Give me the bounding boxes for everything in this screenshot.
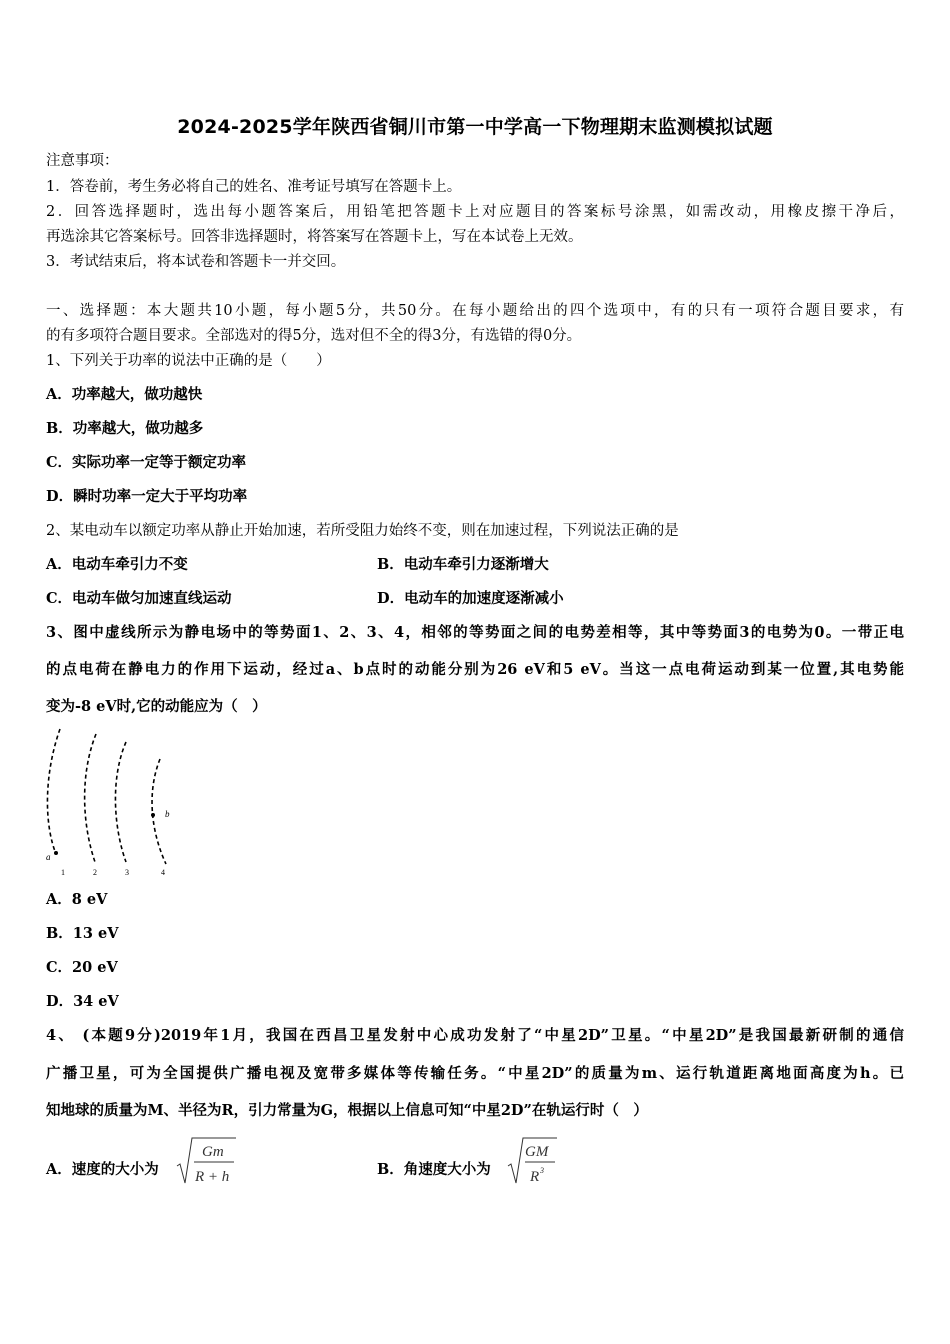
- notice-item-2: 2．回答选择题时，选出每小题答案后，用铅笔把答题卡上对应题目的答案标号涂黑，如需改动，用橡皮擦干净后，: [46, 204, 904, 220]
- point-b: [151, 813, 155, 817]
- equipotential-line-4: [152, 759, 166, 864]
- q2-option-d: D．电动车的加速度逐渐减小: [377, 590, 564, 607]
- notice-heading: 注意事项：: [46, 153, 119, 169]
- formula-a-numerator: Gm: [202, 1144, 224, 1160]
- q3-option-c: C．20 eV: [46, 959, 118, 976]
- formula-a-denominator: R + h: [195, 1169, 230, 1185]
- formula-b-denominator: R: [530, 1169, 540, 1185]
- q4-line2: 广播卫星，可为全国提供广播电视及宽带多媒体等传输任务。“中星2D”的质量为m、运行轨道距离地面高度为h。已: [46, 1065, 904, 1082]
- q1-option-c: C．实际功率一定等于额定功率: [46, 454, 247, 471]
- q1-option-b: B．功率越大，做功越多: [46, 420, 204, 437]
- q2-option-a: A．电动车牵引力不变: [46, 556, 188, 573]
- q2-option-c: C．电动车做匀加速直线运动: [46, 590, 232, 607]
- section-intro-line1: 一、选择题：本大题共10小题，每小题5分，共50分。在每小题给出的四个选项中，有的只有一项符合题目要求，有: [46, 303, 904, 319]
- equipotential-line-3: [115, 742, 126, 862]
- q1-option-d: D．瞬时功率一定大于平均功率: [46, 488, 248, 505]
- label-b: b: [165, 809, 170, 819]
- q4-line3: 知地球的质量为M、半径为R，引力常量为G，根据以上信息可知“中星2D”在轨运行时（ ）: [46, 1102, 648, 1119]
- q4-option-b-label: B．角速度大小为: [377, 1161, 491, 1178]
- q4-line1: 4、 (本题9分)2019年1月，我国在西昌卫星发射中心成功发射了“中星2D”卫星。“中星2D”是我国最新研制的通信: [46, 1027, 904, 1044]
- notice-item-1: 1．答卷前，考生务必将自己的姓名、准考证号填写在答题卡上。: [46, 179, 462, 195]
- notice-item-3: 3．考试结束后，将本试卷和答题卡一并交回。: [46, 254, 346, 270]
- line-number-1: 1: [61, 868, 65, 877]
- q3-option-d: D．34 eV: [46, 993, 119, 1010]
- formula-b-numerator: GM: [525, 1144, 549, 1160]
- q3-line3: 变为-8 eV时,它的动能应为（ ）: [46, 698, 267, 715]
- q3-option-a: A．8 eV: [46, 891, 108, 908]
- equipotential-figure: [40, 724, 190, 879]
- q3-line2: 的点电荷在静电力的作用下运动，经过a、b点时的动能分别为26 eV和5 eV。当这一点电荷运动到某一位置,其电势能: [46, 661, 904, 678]
- equipotential-line-2: [85, 734, 96, 862]
- label-a: a: [46, 852, 51, 862]
- formula-b-exponent: 3: [540, 1166, 544, 1175]
- section-intro-line2: 的有多项符合题目要求。全部选对的得5分，选对但不全的得3分，有选错的得0分。: [46, 328, 582, 344]
- q4-option-b-formula: [507, 1136, 559, 1188]
- point-a: [54, 851, 58, 855]
- page-title: 2024-2025学年陕西省铜川市第一中学高一下物理期末监测模拟试题: [177, 116, 773, 138]
- q1-stem: 1、下列关于功率的说法中正确的是（ ）: [46, 353, 331, 369]
- q4-option-a-label: A．速度的大小为: [46, 1161, 159, 1178]
- equipotential-line-1: [47, 729, 60, 854]
- notice-item-2-cont: 再选涂其它答案标号。回答非选择题时，将答案写在答题卡上，写在本试卷上无效。: [46, 229, 583, 245]
- line-number-4: 4: [161, 868, 165, 877]
- q4-option-a-formula: [176, 1136, 238, 1188]
- q3-line1: 3、图中虚线所示为静电场中的等势面1、2、3、4，相邻的等势面之间的电势差相等，其中等势面3的电势为0。一带正电: [46, 624, 904, 641]
- line-number-3: 3: [125, 868, 129, 877]
- q1-option-a: A．功率越大，做功越快: [46, 386, 203, 403]
- q3-option-b: B．13 eV: [46, 925, 119, 942]
- line-number-2: 2: [93, 868, 97, 877]
- q2-option-b: B．电动车牵引力逐渐增大: [377, 556, 549, 573]
- q2-stem: 2、某电动车以额定功率从静止开始加速，若所受阻力始终不变，则在加速过程，下列说法正确的是: [46, 523, 679, 539]
